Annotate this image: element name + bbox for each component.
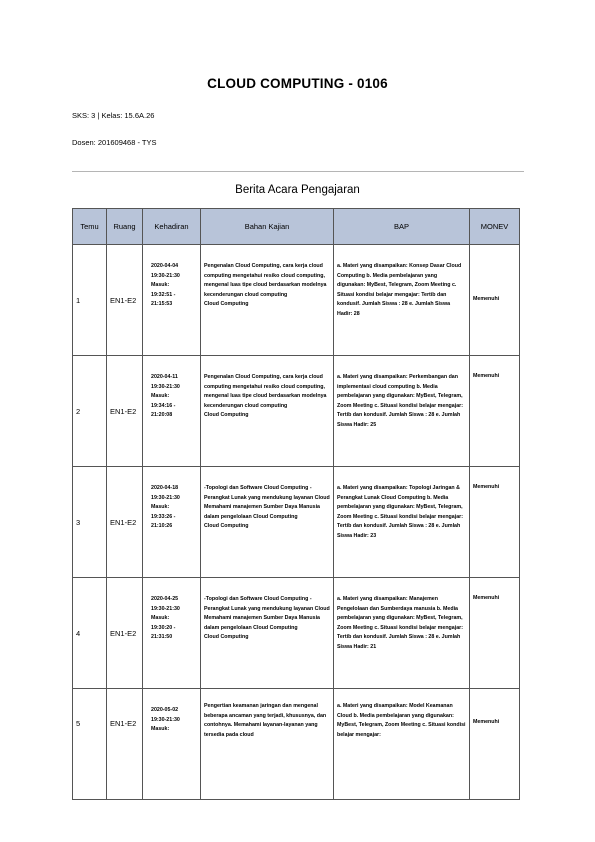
table-row	[73, 356, 520, 467]
teaching-report-table	[72, 208, 520, 800]
cell-bap: a. Materi yang disampaikan: Model Keamanan Cloud b. Media pembelajaran yang digunakan: MyBest, Telegram, Zoom Meeting c. Situasi kondisi belajar mengajar:	[337, 703, 466, 738]
cell-bahan-kajian: Pengertian keamanan jaringan dan mengenal beberapa ancaman yang terjadi, khususnya, dan contohnya. Memahami layanan-layanan yang tersedia pada cloud	[204, 703, 327, 738]
cell-bahan-kajian: Pengenalan Cloud Computing, cara kerja cloud computing mengetahui resiko cloud computing, mengenal luas tipe cloud berdasarkan modelnya kecenderungan cloud computing Cloud Computing	[204, 263, 327, 308]
header-bap: BAP	[334, 209, 470, 245]
document-title: CLOUD COMPUTING - 0106	[207, 76, 388, 91]
header-kehadiran: Kehadiran	[143, 209, 201, 245]
cell-temu: 3	[76, 517, 81, 527]
cell-ruang: EN1-E2	[110, 628, 137, 638]
cell-monev: Memenuhi	[473, 484, 500, 490]
table-row	[73, 578, 520, 689]
lecturer-info: Dosen: 201609468 - TYS	[72, 138, 157, 147]
cell-bahan-kajian: -Topologi dan Software Cloud Computing -Perangkat Lunak yang mendukung layanan Cloud Memahami manajemen Sumber Daya Manusia dalam pengelolaan Cloud Computing Cloud Computing	[204, 596, 330, 641]
cell-bahan-kajian: Pengenalan Cloud Computing, cara kerja cloud computing mengetahui resiko cloud computing, mengenal luas tipe cloud berdasarkan modelnya kecenderungan cloud computing Cloud Computing	[204, 374, 327, 419]
cell-kehadiran: 2020-04-25 19:30-21:30 Masuk: 19:30:20 - 21:31:50	[151, 596, 180, 641]
cell-monev: Memenuhi	[473, 595, 500, 601]
cell-temu: 4	[76, 628, 81, 638]
header-ruang: Ruang	[107, 209, 143, 245]
cell-ruang: EN1-E2	[110, 718, 137, 728]
cell-monev: Memenuhi	[473, 296, 500, 303]
class-info: SKS: 3 | Kelas: 15.6A.26	[72, 111, 155, 120]
cell-temu: 2	[76, 406, 81, 416]
cell-monev: Memenuhi	[473, 719, 500, 726]
table-row	[73, 689, 520, 800]
section-title: Berita Acara Pengajaran	[235, 184, 360, 196]
cell-kehadiran: 2020-04-11 19:30-21:30 Masuk: 19:34:16 - 21:20:08	[151, 374, 180, 419]
header-temu: Temu	[73, 209, 107, 245]
divider	[72, 171, 524, 172]
cell-monev: Memenuhi	[473, 373, 500, 379]
table-header-row	[73, 209, 520, 245]
cell-bap: a. Materi yang disampaikan: Manajemen Pengelolaan dan Sumberdaya manusia b. Media pembelajaran yang digunakan: MyBest, Telegram, Zoom Meeting c. Situasi kondisi belajar mengajar: Tertib dan kondusif. Jumlah Siswa : 28 e. Jumlah Siswa Hadir: 21	[337, 596, 463, 650]
cell-bap: a. Materi yang disampaikan: Perkembangan dan implementasi cloud computing b. Media pembelajaran yang digunakan: MyBest, Telegram, Zoom Meeting c. Situasi kondisi belajar mengajar: Tertib dan kondusif. Jumlah Siswa : 28 e. Jumlah Siswa Hadir: 25	[337, 374, 463, 428]
cell-kehadiran: 2020-04-18 19:30-21:30 Masuk: 19:33:26 - 21:10:26	[151, 485, 180, 530]
cell-temu: 5	[76, 718, 81, 728]
cell-ruang: EN1-E2	[110, 406, 137, 416]
cell-temu: 1	[76, 295, 81, 305]
cell-kehadiran: 2020-04-04 19:30-21:30 Masuk: 19:32:51 - 21:15:53	[151, 263, 180, 308]
cell-bap: a. Materi yang disampaikan: Topologi Jaringan & Perangkat Lunak Cloud Computing b. Media pembelajaran yang digunakan: MyBest, Telegram, Zoom Meeting c. Situasi kondisi belajar mengajar: Tertib dan kondusif. Jumlah Siswa : 28 e. Jumlah Siswa Hadir: 23	[337, 485, 463, 539]
table-row	[73, 467, 520, 578]
cell-ruang: EN1-E2	[110, 517, 137, 527]
table-row	[73, 245, 520, 356]
cell-kehadiran: 2020-05-02 19:30-21:30 Masuk:	[151, 707, 180, 733]
cell-bap: a. Materi yang disampaikan: Konsep Dasar Cloud Computing b. Media pembelajaran yang digunakan: MyBest, Telegram, Zoom Meeting c. Situasi kondisi belajar mengajar: Tertib dan kondusif. Jumlah Siswa : 28 e. Jumlah Siswa Hadir: 28	[337, 263, 462, 317]
header-monev: MONEV	[470, 209, 520, 245]
cell-bahan-kajian: -Topologi dan Software Cloud Computing -Perangkat Lunak yang mendukung layanan Cloud Memahami manajemen Sumber Daya Manusia dalam pengelolaan Cloud Computing Cloud Computing	[204, 485, 330, 530]
cell-ruang: EN1-E2	[110, 295, 137, 305]
header-bahan-kajian: Bahan Kajian	[201, 209, 334, 245]
